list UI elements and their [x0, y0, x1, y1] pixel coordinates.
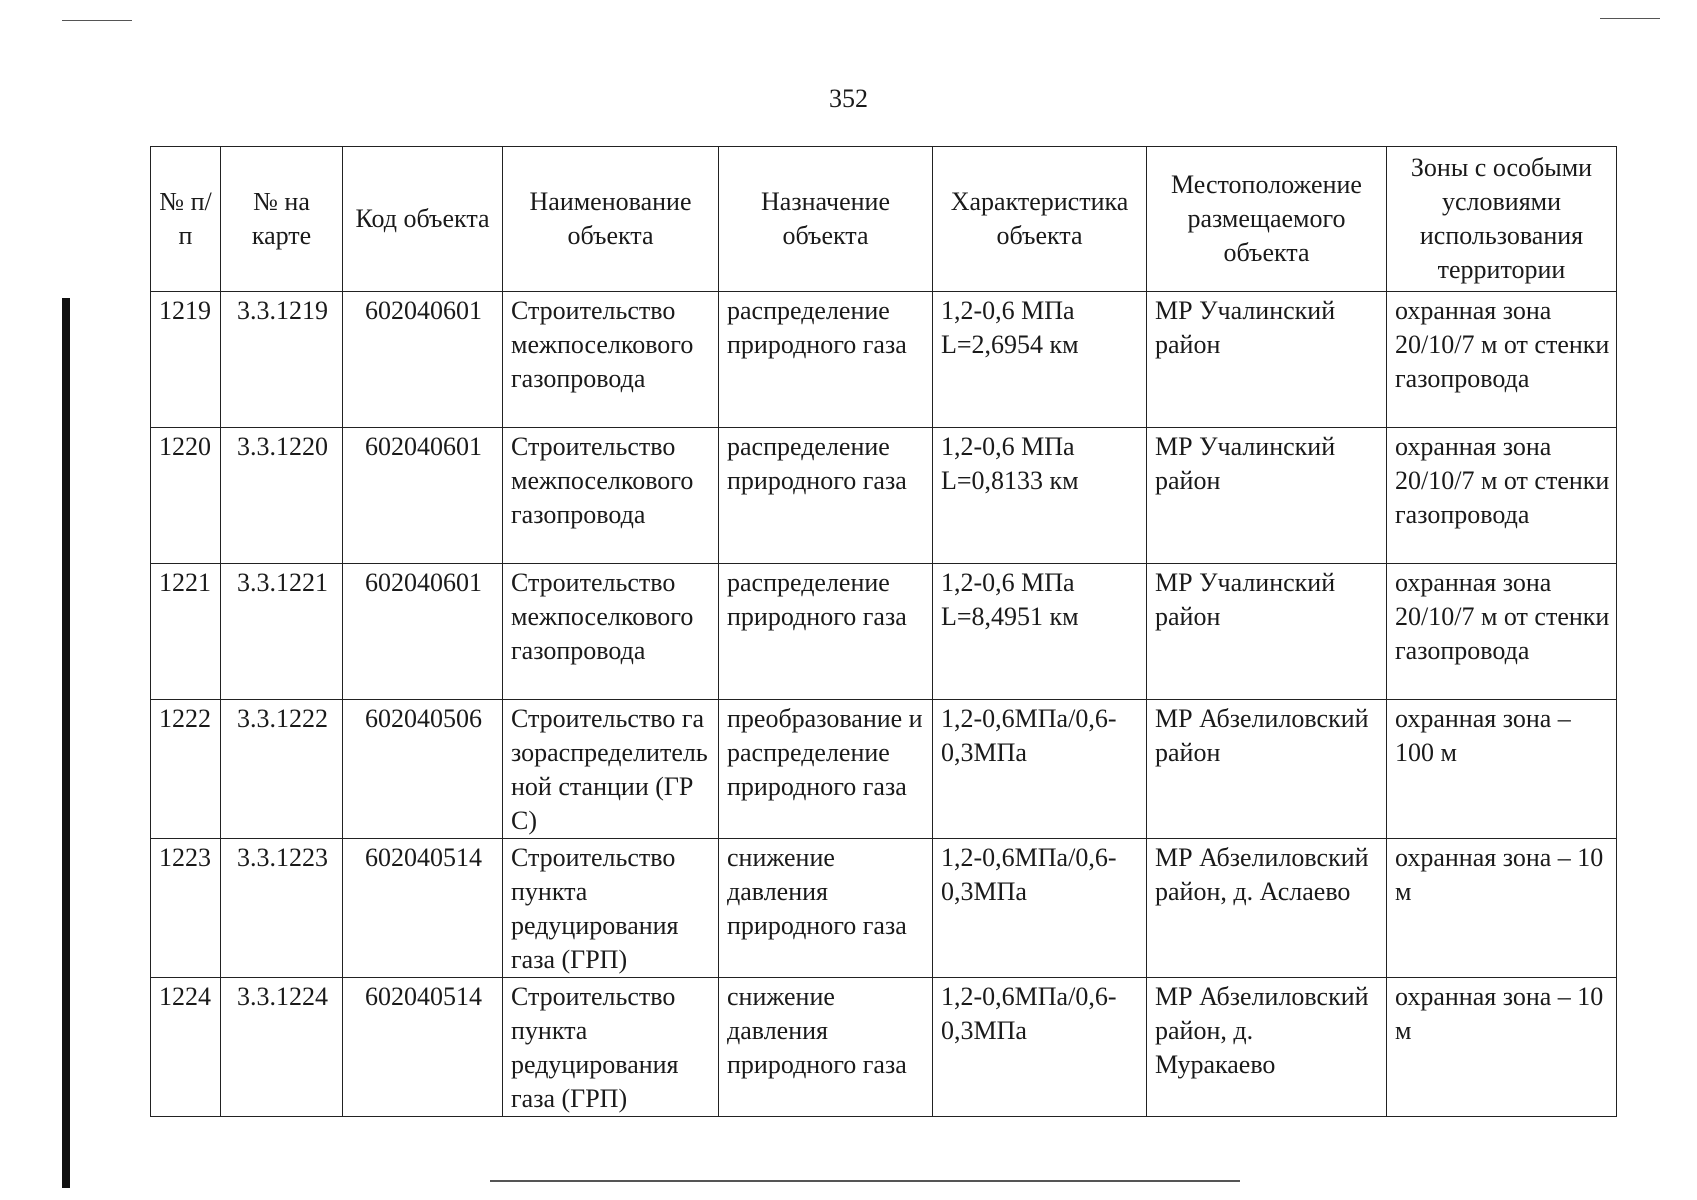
cell-purpose: снижение давления природного газа: [719, 839, 933, 978]
table-row: [151, 428, 1617, 564]
cell-name: Строительство межпоселкового газопровода: [503, 564, 719, 700]
cell-code: 602040601: [343, 292, 503, 428]
cell-spec: 1,2-0,6МПа/0,6-0,3МПа: [933, 839, 1147, 978]
cell-purpose: преобразование и распределение природного газа: [719, 700, 933, 839]
cell-num: 1222: [151, 700, 221, 839]
cell-location: МР Абзелиловский район, д. Муракаево: [1147, 978, 1387, 1117]
cell-name: Строительство межпоселкового газопровода: [503, 428, 719, 564]
cell-code: 602040506: [343, 700, 503, 839]
cell-location: МР Абзелиловский район, д. Аслаево: [1147, 839, 1387, 978]
cell-location: МР Учалинский район: [1147, 428, 1387, 564]
cell-map: 3.3.1223: [221, 839, 343, 978]
cell-purpose: снижение давления природного газа: [719, 978, 933, 1117]
cell-map: 3.3.1221: [221, 564, 343, 700]
cell-zone: охранная зона – 10 м: [1387, 839, 1617, 978]
cell-name: Строительство пункта редуцирования газа (ГРП): [503, 839, 719, 978]
cell-zone: охранная зона 20/10/7 м от стенки газопровода: [1387, 564, 1617, 700]
header-name: Наименование объекта: [503, 147, 719, 292]
cell-zone: охранная зона – 100 м: [1387, 700, 1617, 839]
table-header-row: [151, 147, 1617, 292]
cell-purpose: распределение природного газа: [719, 428, 933, 564]
cell-num: 1220: [151, 428, 221, 564]
cell-location: МР Абзелиловский район: [1147, 700, 1387, 839]
cell-spec: 1,2-0,6 МПа L=0,8133 км: [933, 428, 1147, 564]
cell-name: Строительство межпоселкового газопровода: [503, 292, 719, 428]
cell-num: 1219: [151, 292, 221, 428]
header-spec: Характеристика объекта: [933, 147, 1147, 292]
cell-zone: охранная зона 20/10/7 м от стенки газопровода: [1387, 292, 1617, 428]
header-purpose: Назначение объекта: [719, 147, 933, 292]
table-row: [151, 978, 1617, 1117]
cell-zone: охранная зона – 10 м: [1387, 978, 1617, 1117]
cell-zone: охранная зона 20/10/7 м от стенки газопровода: [1387, 428, 1617, 564]
cell-spec: 1,2-0,6 МПа L=2,6954 км: [933, 292, 1147, 428]
cell-code: 602040601: [343, 564, 503, 700]
objects-table: [150, 146, 1617, 1117]
scan-artifact-top-left: [62, 20, 132, 21]
table-row: [151, 564, 1617, 700]
header-map: № на карте: [221, 147, 343, 292]
scan-artifact-top-right: [1600, 18, 1660, 19]
cell-purpose: распределение природного газа: [719, 292, 933, 428]
cell-map: 3.3.1224: [221, 978, 343, 1117]
cell-spec: 1,2-0,6МПа/0,6-0,3МПа: [933, 978, 1147, 1117]
cell-spec: 1,2-0,6 МПа L=8,4951 км: [933, 564, 1147, 700]
cell-num: 1224: [151, 978, 221, 1117]
cell-code: 602040514: [343, 978, 503, 1117]
cell-code: 602040514: [343, 839, 503, 978]
cell-spec: 1,2-0,6МПа/0,6-0,3МПа: [933, 700, 1147, 839]
cell-name: Строительство пункта редуцирования газа (ГРП): [503, 978, 719, 1117]
cell-map: 3.3.1220: [221, 428, 343, 564]
page-number: 352: [829, 84, 868, 113]
header-code: Код объекта: [343, 147, 503, 292]
cell-map: 3.3.1222: [221, 700, 343, 839]
table-row: [151, 700, 1617, 839]
cell-map: 3.3.1219: [221, 292, 343, 428]
table-row: [151, 292, 1617, 428]
cell-location: МР Учалинский район: [1147, 292, 1387, 428]
cell-name: Строительство газораспределительной станции (ГРС): [503, 700, 719, 839]
header-num: № п/п: [151, 147, 221, 292]
scan-artifact-bottom: [490, 1180, 1240, 1182]
cell-num: 1223: [151, 839, 221, 978]
header-zone: Зоны с особыми условиями использования территории: [1387, 147, 1617, 292]
header-location: Местоположение размещаемого объекта: [1147, 147, 1387, 292]
cell-location: МР Учалинский район: [1147, 564, 1387, 700]
cell-purpose: распределение природного газа: [719, 564, 933, 700]
table-row: [151, 839, 1617, 978]
cell-num: 1221: [151, 564, 221, 700]
scan-edge-bar: [62, 298, 70, 1188]
cell-code: 602040601: [343, 428, 503, 564]
